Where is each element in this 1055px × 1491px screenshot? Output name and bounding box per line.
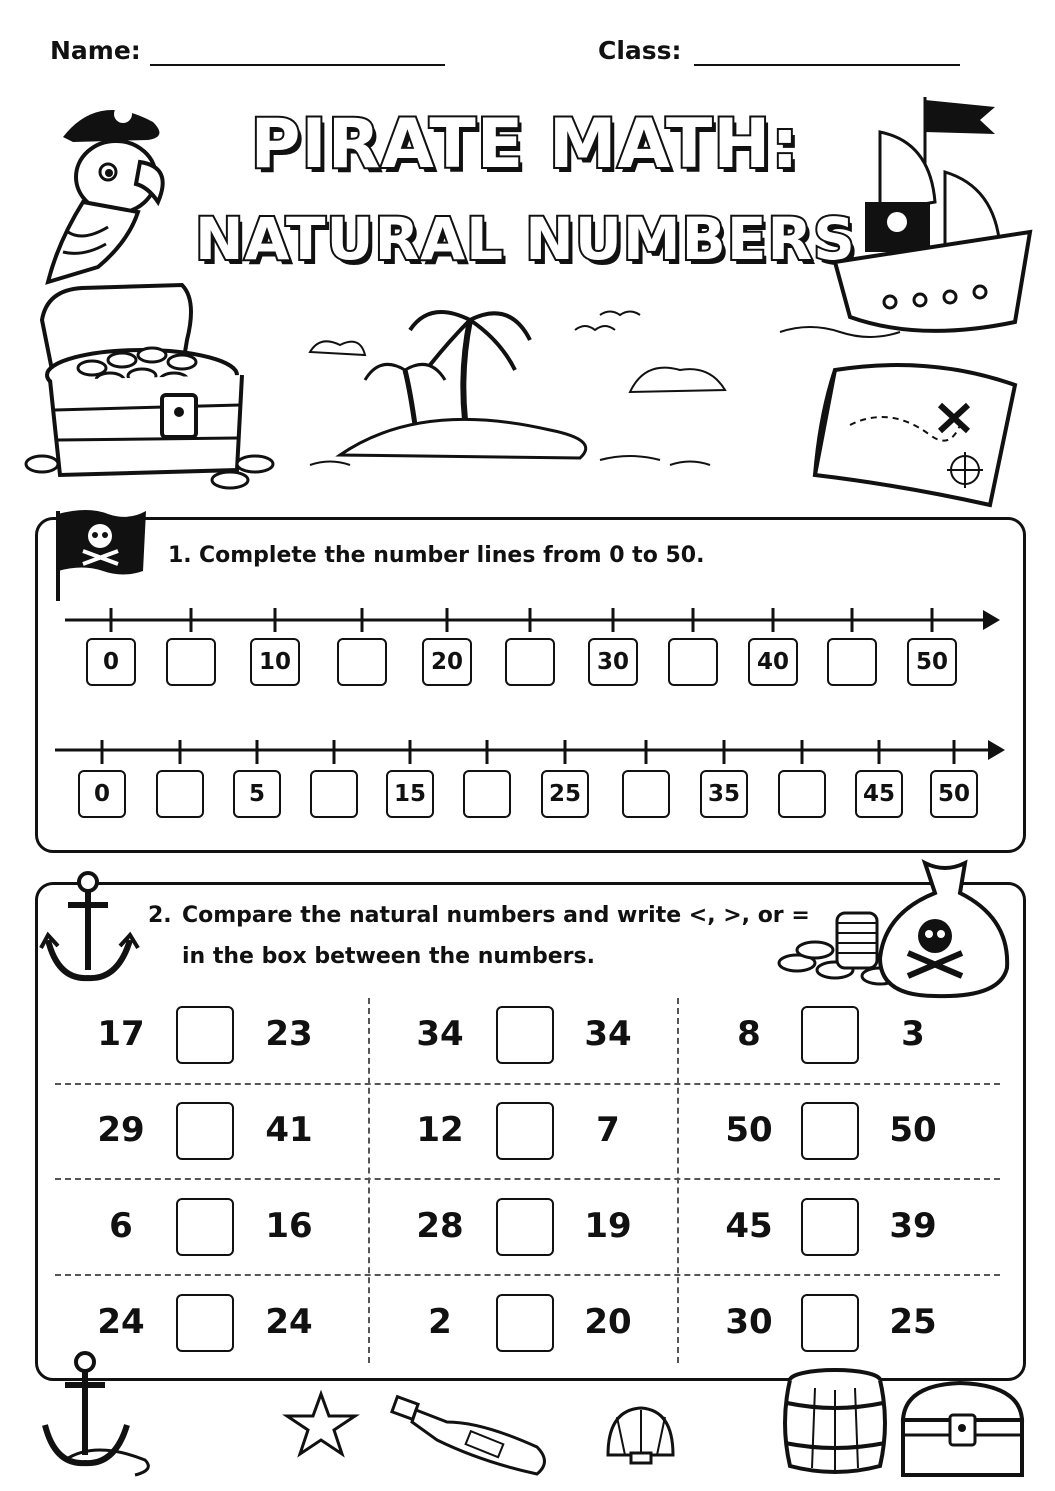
number-line-2-label: 15 — [386, 770, 434, 818]
compare-right-number: 39 — [889, 1206, 937, 1246]
compare-right-number: 23 — [265, 1014, 313, 1054]
compare-right-number: 34 — [584, 1014, 632, 1054]
number-line-1-blank-box[interactable] — [337, 638, 387, 686]
number-line-2 — [55, 737, 1005, 767]
section-2-instruction-line-2: in the box between the numbers. — [182, 944, 595, 969]
number-line-1-label: 50 — [907, 638, 957, 686]
compare-left-number: 29 — [97, 1110, 145, 1150]
compare-right-number: 19 — [584, 1206, 632, 1246]
compare-answer-box[interactable] — [496, 1198, 554, 1256]
section-2-number: 2. — [148, 903, 172, 928]
compare-left-number: 24 — [97, 1302, 145, 1342]
row-divider-3 — [55, 1274, 1000, 1276]
pirate-ship-icon — [780, 92, 1040, 352]
number-line-1-label: 40 — [748, 638, 798, 686]
starfish-icon — [285, 1392, 357, 1457]
compare-left-number: 12 — [416, 1110, 464, 1150]
compare-left-number: 8 — [737, 1014, 761, 1054]
number-line-2-blank-box[interactable] — [156, 770, 204, 818]
row-divider-1 — [55, 1083, 1000, 1085]
compare-answer-box[interactable] — [496, 1294, 554, 1352]
anchor-icon — [38, 870, 143, 990]
compare-answer-box[interactable] — [801, 1006, 859, 1064]
compare-answer-box[interactable] — [496, 1102, 554, 1160]
title-line-1: PIRATE MATH: — [250, 105, 800, 184]
compare-left-number: 45 — [725, 1206, 773, 1246]
compare-right-number: 41 — [265, 1110, 313, 1150]
message-bottle-icon — [392, 1392, 552, 1477]
coin-bag-icon — [775, 858, 1015, 998]
compare-left-number: 2 — [428, 1302, 452, 1342]
compare-answer-box[interactable] — [801, 1102, 859, 1160]
class-label: Class: — [598, 36, 682, 65]
compare-right-number: 16 — [265, 1206, 313, 1246]
number-line-1-label: 30 — [588, 638, 638, 686]
number-line-2-blank-box[interactable] — [622, 770, 670, 818]
number-line-1-label: 0 — [86, 638, 136, 686]
treasure-map-icon — [810, 355, 1025, 515]
number-line-2-label: 5 — [233, 770, 281, 818]
name-field[interactable] — [150, 64, 445, 66]
compare-answer-box[interactable] — [176, 1006, 234, 1064]
compare-right-number: 50 — [889, 1110, 937, 1150]
number-line-1-blank-box[interactable] — [505, 638, 555, 686]
row-divider-2 — [55, 1178, 1000, 1180]
number-line-1-blank-box[interactable] — [827, 638, 877, 686]
compare-left-number: 17 — [97, 1014, 145, 1054]
compare-right-number: 24 — [265, 1302, 313, 1342]
compare-left-number: 6 — [109, 1206, 133, 1246]
number-line-2-label: 0 — [78, 770, 126, 818]
barrel-icon — [780, 1368, 890, 1476]
section-1-number: 1. — [168, 543, 192, 568]
number-line-1-blank-box[interactable] — [166, 638, 216, 686]
compare-answer-box[interactable] — [176, 1294, 234, 1352]
compare-answer-box[interactable] — [801, 1294, 859, 1352]
number-line-1-label: 20 — [422, 638, 472, 686]
bottom-chest-icon — [895, 1380, 1030, 1478]
number-line-2-label: 50 — [930, 770, 978, 818]
treasure-chest-icon — [22, 280, 282, 490]
compare-right-number: 20 — [584, 1302, 632, 1342]
jolly-roger-flag-icon — [48, 506, 148, 601]
section-1-instruction: Complete the number lines from 0 to 50. — [199, 543, 705, 568]
compare-left-number: 34 — [416, 1014, 464, 1054]
number-line-2-label: 25 — [541, 770, 589, 818]
number-line-2-blank-box[interactable] — [463, 770, 511, 818]
compare-right-number: 3 — [901, 1014, 925, 1054]
compare-right-number: 7 — [596, 1110, 620, 1150]
class-field[interactable] — [694, 64, 960, 66]
palm-island-icon — [300, 300, 730, 470]
number-line-2-blank-box[interactable] — [778, 770, 826, 818]
compare-answer-box[interactable] — [176, 1102, 234, 1160]
parrot-icon — [28, 92, 178, 292]
bottom-anchor-icon — [35, 1350, 160, 1480]
number-line-2-label: 45 — [855, 770, 903, 818]
compare-answer-box[interactable] — [496, 1006, 554, 1064]
number-line-2-blank-box[interactable] — [310, 770, 358, 818]
compare-left-number: 30 — [725, 1302, 773, 1342]
title-line-2: NATURAL NUMBERS — [195, 205, 856, 273]
compare-answer-box[interactable] — [176, 1198, 234, 1256]
section-2-instruction-line-1: Compare the natural numbers and write <, >, or = — [182, 903, 810, 928]
number-line-1-blank-box[interactable] — [668, 638, 718, 686]
compare-left-number: 28 — [416, 1206, 464, 1246]
compare-right-number: 25 — [889, 1302, 937, 1342]
number-line-2-label: 35 — [700, 770, 748, 818]
seashell-icon — [603, 1405, 678, 1465]
column-divider-2 — [677, 998, 679, 1363]
number-line-1 — [65, 605, 1000, 635]
compare-left-number: 50 — [725, 1110, 773, 1150]
number-line-1-label: 10 — [250, 638, 300, 686]
column-divider-1 — [368, 998, 370, 1363]
compare-answer-box[interactable] — [801, 1198, 859, 1256]
name-label: Name: — [50, 36, 141, 65]
